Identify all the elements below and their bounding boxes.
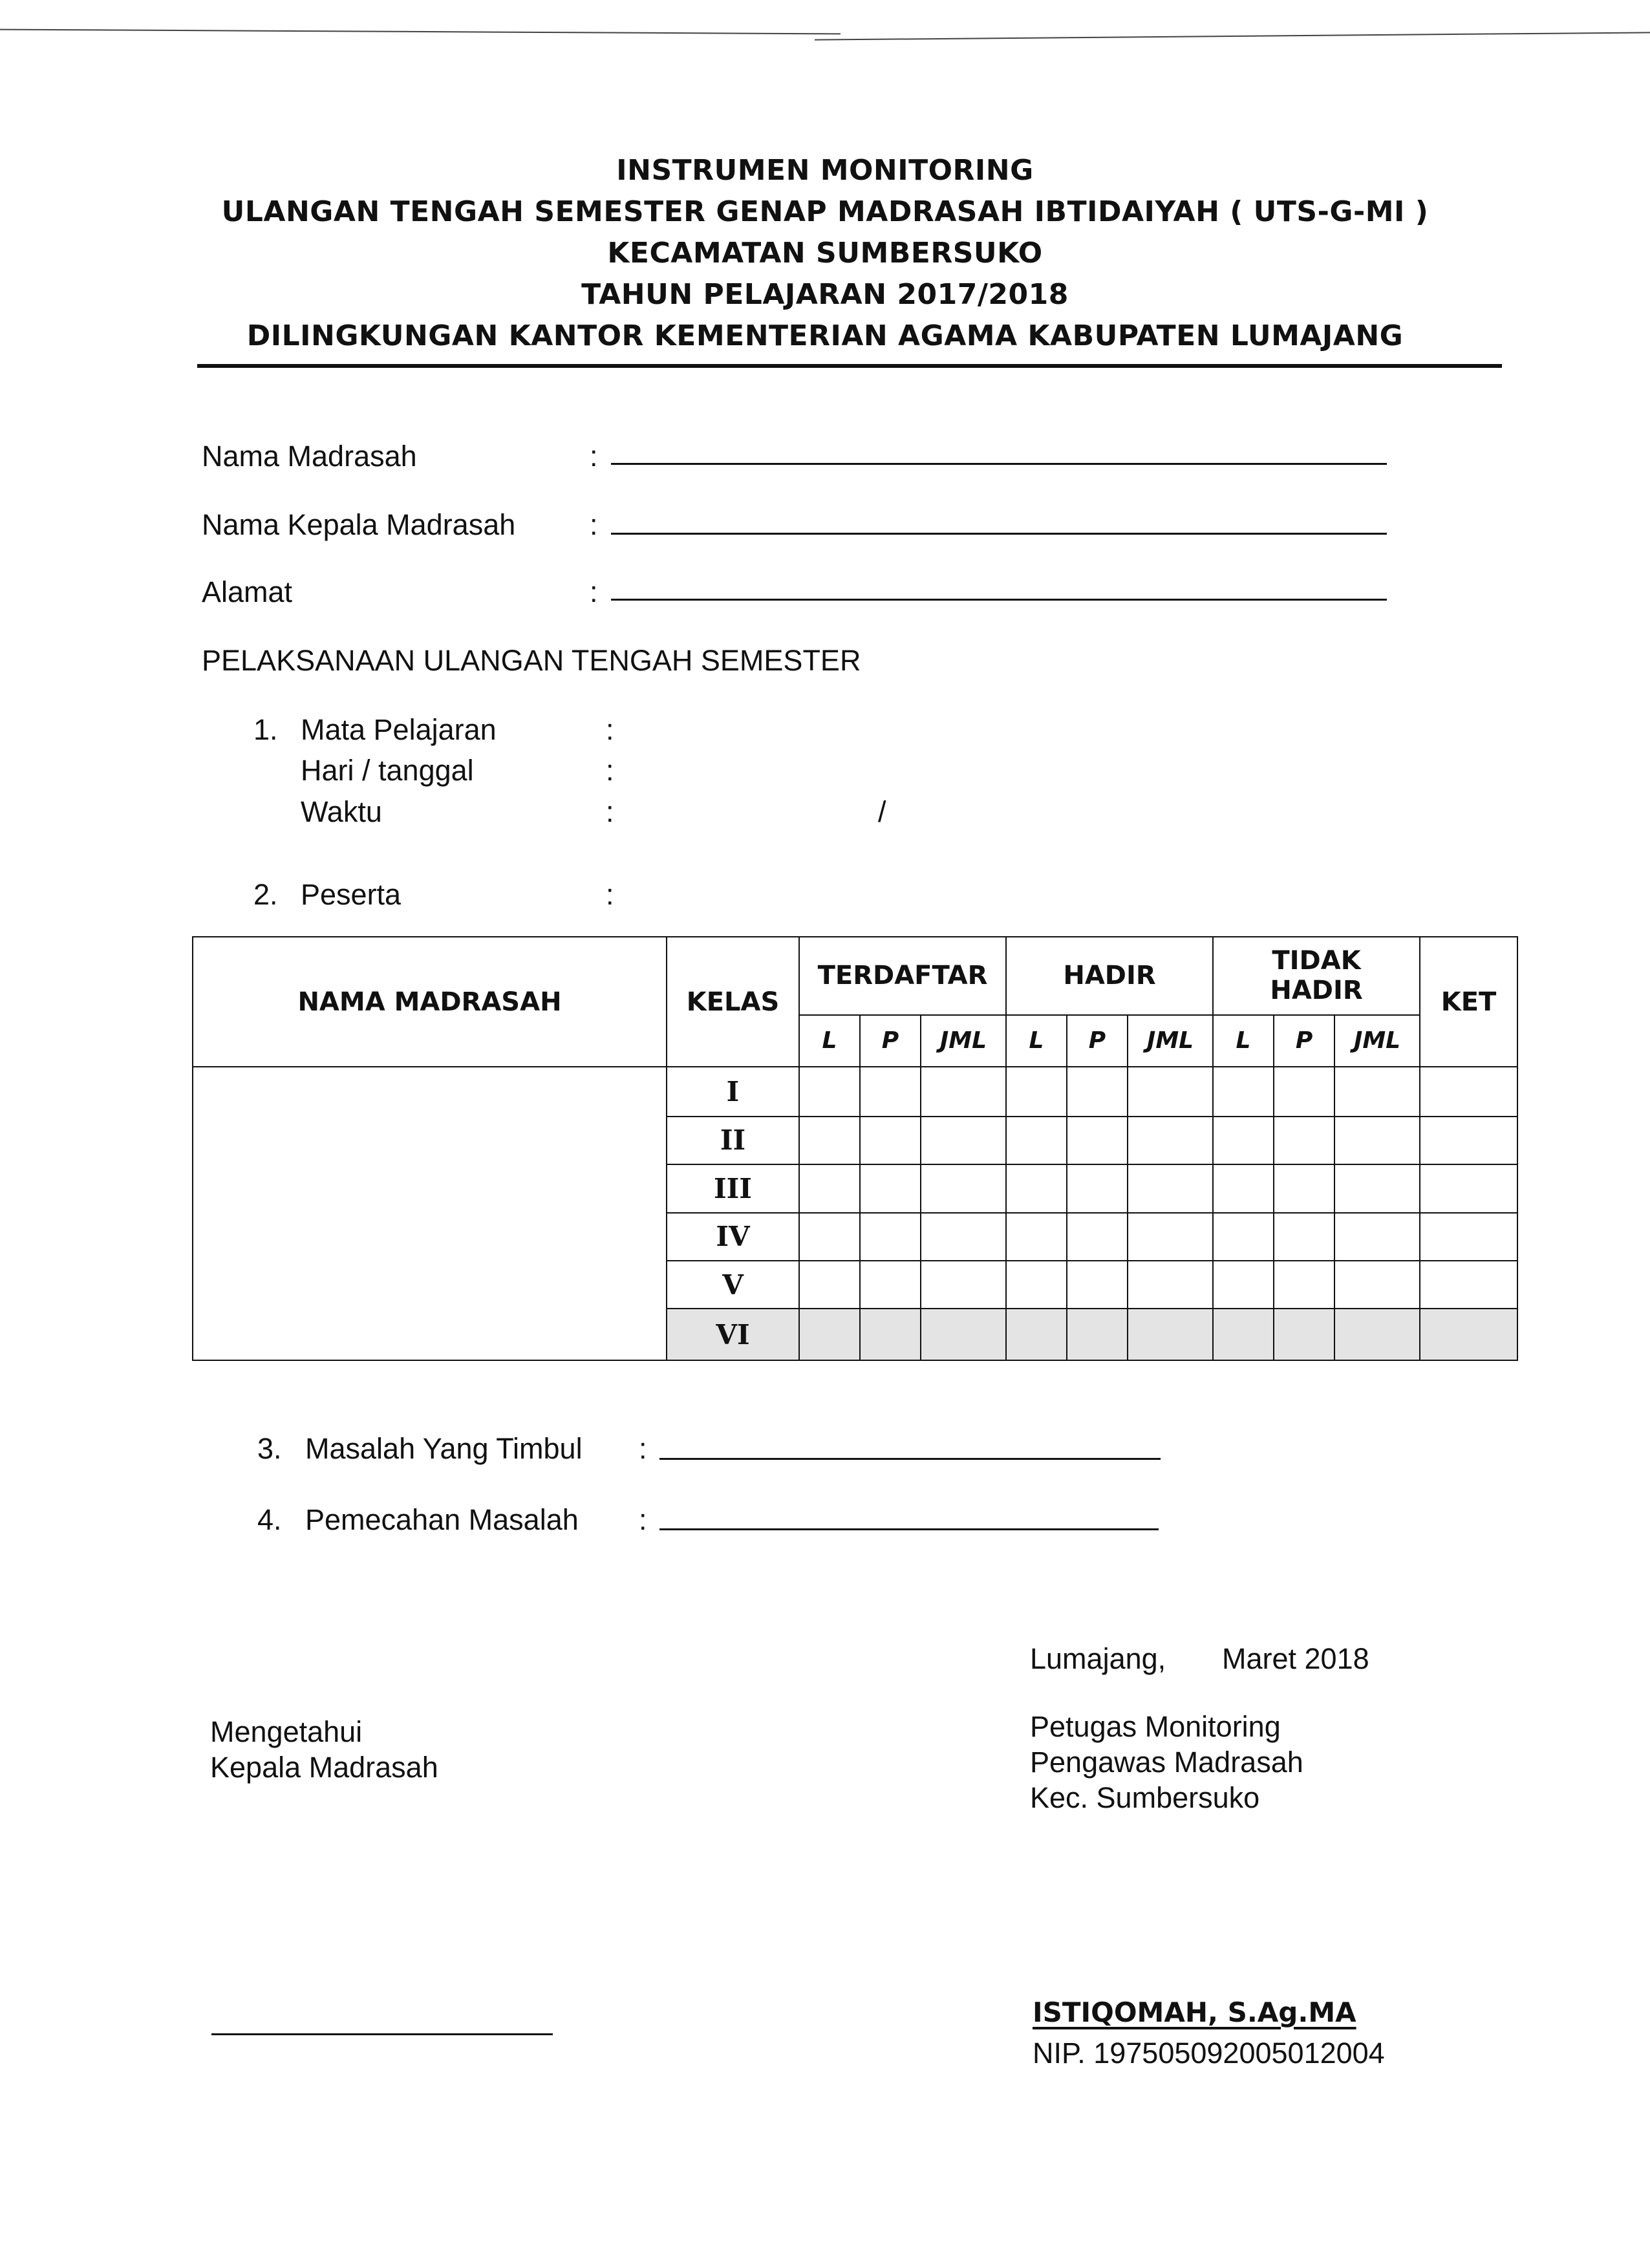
kelas-cell: V (667, 1261, 799, 1309)
sign-place: Lumajang, (1030, 1642, 1166, 1675)
doc-title-line4: TAHUN PELAJARAN 2017/2018 (581, 278, 1069, 311)
data-cell[interactable] (860, 1309, 921, 1360)
data-cell[interactable] (1128, 1213, 1213, 1261)
item-number-4: 4. (257, 1503, 282, 1536)
pengawas-label: Pengawas Madrasah (1030, 1746, 1303, 1779)
colon: : (590, 508, 598, 541)
subheader-l: L (1213, 1015, 1274, 1067)
data-cell[interactable] (921, 1213, 1006, 1261)
data-cell[interactable] (1213, 1164, 1274, 1212)
data-cell[interactable] (1006, 1309, 1067, 1360)
nama-madrasah-blank[interactable] (611, 463, 1387, 465)
waktu-slash: / (878, 795, 886, 828)
colon: : (639, 1432, 647, 1465)
table-row (193, 1067, 1517, 1116)
header-tidak-word: TIDAK (1272, 946, 1361, 976)
doc-title-line1: INSTRUMEN MONITORING (616, 154, 1034, 187)
colon: : (590, 575, 598, 608)
label-pemecahan: Pemecahan Masalah (305, 1503, 579, 1536)
item-number-2: 2. (253, 878, 278, 911)
data-cell[interactable] (921, 1117, 1006, 1164)
header-kelas: KELAS (667, 937, 799, 1067)
subheader-l: L (799, 1015, 860, 1067)
subheader-p: P (1274, 1015, 1334, 1067)
kelas-cell: I (667, 1067, 799, 1116)
data-cell[interactable] (1420, 1261, 1517, 1309)
label-peserta: Peserta (301, 878, 402, 911)
data-cell[interactable] (1006, 1213, 1067, 1261)
header-terdaftar: TERDAFTAR (799, 937, 1006, 1015)
data-cell[interactable] (1213, 1067, 1274, 1116)
kelas-cell: IV (667, 1213, 799, 1261)
data-cell[interactable] (921, 1309, 1006, 1360)
signatory-name: ISTIQOMAH, S.Ag.MA (1033, 1996, 1356, 2028)
colon: : (606, 754, 614, 787)
nama-kepala-blank[interactable] (611, 533, 1387, 535)
data-cell[interactable] (1067, 1309, 1128, 1360)
label-masalah: Masalah Yang Timbul (305, 1432, 583, 1465)
kepala-signature-line[interactable] (211, 2033, 553, 2035)
data-cell[interactable] (860, 1117, 921, 1164)
masalah-blank[interactable] (659, 1458, 1161, 1460)
header-divider (197, 364, 1502, 368)
mengetahui-label: Mengetahui (210, 1715, 363, 1748)
section-title: PELAKSANAAN ULANGAN TENGAH SEMESTER (202, 644, 861, 677)
sign-date: Maret 2018 (1222, 1642, 1369, 1675)
data-cell[interactable] (799, 1164, 860, 1212)
kelas-cell: VI (667, 1309, 799, 1360)
data-cell[interactable] (1067, 1213, 1128, 1261)
subheader-p: P (860, 1015, 921, 1067)
data-cell[interactable] (921, 1164, 1006, 1212)
nama-madrasah-cell[interactable] (193, 1067, 667, 1360)
header-ket: KET (1420, 937, 1517, 1067)
data-cell[interactable] (1128, 1309, 1213, 1360)
data-cell[interactable] (1420, 1117, 1517, 1164)
data-cell[interactable] (1334, 1261, 1420, 1309)
data-cell[interactable] (1274, 1067, 1334, 1116)
doc-title-line5: DILINGKUNGAN KANTOR KEMENTERIAN AGAMA KABUPATEN LUMAJANG (246, 319, 1404, 352)
alamat-blank[interactable] (611, 599, 1387, 601)
data-cell[interactable] (1006, 1164, 1067, 1212)
subheader-jml: JML (921, 1015, 1006, 1067)
peserta-table (192, 936, 1518, 1361)
colon: : (590, 440, 598, 473)
item-number-3: 3. (257, 1432, 282, 1465)
data-cell[interactable] (1274, 1309, 1334, 1360)
data-cell[interactable] (1128, 1067, 1213, 1116)
data-cell[interactable] (860, 1164, 921, 1212)
data-cell[interactable] (1420, 1067, 1517, 1116)
header-nama-madrasah: NAMA MADRASAH (193, 937, 667, 1067)
data-cell[interactable] (1213, 1213, 1274, 1261)
data-cell[interactable] (1006, 1261, 1067, 1309)
colon: : (606, 713, 614, 746)
header-hadir-word: HADIR (1270, 976, 1363, 1006)
data-cell[interactable] (1006, 1117, 1067, 1164)
label-nama-kepala: Nama Kepala Madrasah (202, 508, 516, 541)
subheader-jml: JML (1128, 1015, 1213, 1067)
data-cell[interactable] (1274, 1117, 1334, 1164)
data-cell[interactable] (799, 1117, 860, 1164)
pemecahan-blank[interactable] (659, 1528, 1159, 1530)
kecamatan-label: Kec. Sumbersuko (1030, 1781, 1260, 1814)
data-cell[interactable] (860, 1213, 921, 1261)
data-cell[interactable] (921, 1067, 1006, 1116)
subheader-jml: JML (1334, 1015, 1420, 1067)
scan-edge-line (815, 32, 1650, 40)
kepala-madrasah-label: Kepala Madrasah (210, 1751, 438, 1784)
colon: : (606, 878, 614, 911)
label-alamat: Alamat (202, 575, 293, 608)
signatory-nip: NIP. 197505092005012004 (1033, 2037, 1385, 2070)
data-cell[interactable] (1420, 1309, 1517, 1360)
label-mata-pelajaran: Mata Pelajaran (301, 713, 497, 746)
data-cell[interactable] (1334, 1213, 1420, 1261)
label-nama-madrasah: Nama Madrasah (202, 440, 417, 473)
subheader-l: L (1006, 1015, 1067, 1067)
data-cell[interactable] (1067, 1117, 1128, 1164)
data-cell[interactable] (1213, 1261, 1274, 1309)
scan-edge-line (0, 29, 841, 35)
doc-title-line2: ULANGAN TENGAH SEMESTER GENAP MADRASAH IBTIDAIYAH ( UTS-G-MI ) (221, 195, 1429, 228)
data-cell[interactable] (799, 1309, 860, 1360)
data-cell[interactable] (1334, 1067, 1420, 1116)
data-cell[interactable] (799, 1067, 860, 1116)
doc-title-line3: KECAMATAN SUMBERSUKO (607, 237, 1043, 270)
data-cell[interactable] (1420, 1164, 1517, 1212)
header-tidak-hadir (1213, 937, 1420, 1015)
data-cell[interactable] (799, 1213, 860, 1261)
kelas-cell: II (667, 1117, 799, 1164)
data-cell[interactable] (1274, 1164, 1334, 1212)
data-cell[interactable] (1128, 1117, 1213, 1164)
data-cell[interactable] (1334, 1164, 1420, 1212)
data-cell[interactable] (1274, 1261, 1334, 1309)
data-cell[interactable] (1067, 1067, 1128, 1116)
label-waktu: Waktu (301, 795, 382, 828)
data-cell[interactable] (1128, 1164, 1213, 1212)
kelas-cell: III (667, 1164, 799, 1212)
data-cell[interactable] (1334, 1117, 1420, 1164)
data-cell[interactable] (1067, 1164, 1128, 1212)
data-cell[interactable] (860, 1261, 921, 1309)
header-hadir: HADIR (1006, 937, 1213, 1015)
petugas-label: Petugas Monitoring (1030, 1710, 1281, 1743)
data-cell[interactable] (921, 1261, 1006, 1309)
item-number-1: 1. (253, 713, 278, 746)
data-cell[interactable] (1420, 1213, 1517, 1261)
data-cell[interactable] (1006, 1067, 1067, 1116)
subheader-p: P (1067, 1015, 1128, 1067)
colon: : (639, 1503, 647, 1536)
data-cell[interactable] (1067, 1261, 1128, 1309)
label-hari-tanggal: Hari / tanggal (301, 754, 474, 787)
data-cell[interactable] (860, 1067, 921, 1116)
data-cell[interactable] (1128, 1261, 1213, 1309)
data-cell[interactable] (799, 1261, 860, 1309)
colon: : (606, 795, 614, 828)
data-cell[interactable] (1274, 1213, 1334, 1261)
data-cell[interactable] (1334, 1309, 1420, 1360)
data-cell[interactable] (1213, 1117, 1274, 1164)
data-cell[interactable] (1213, 1309, 1274, 1360)
